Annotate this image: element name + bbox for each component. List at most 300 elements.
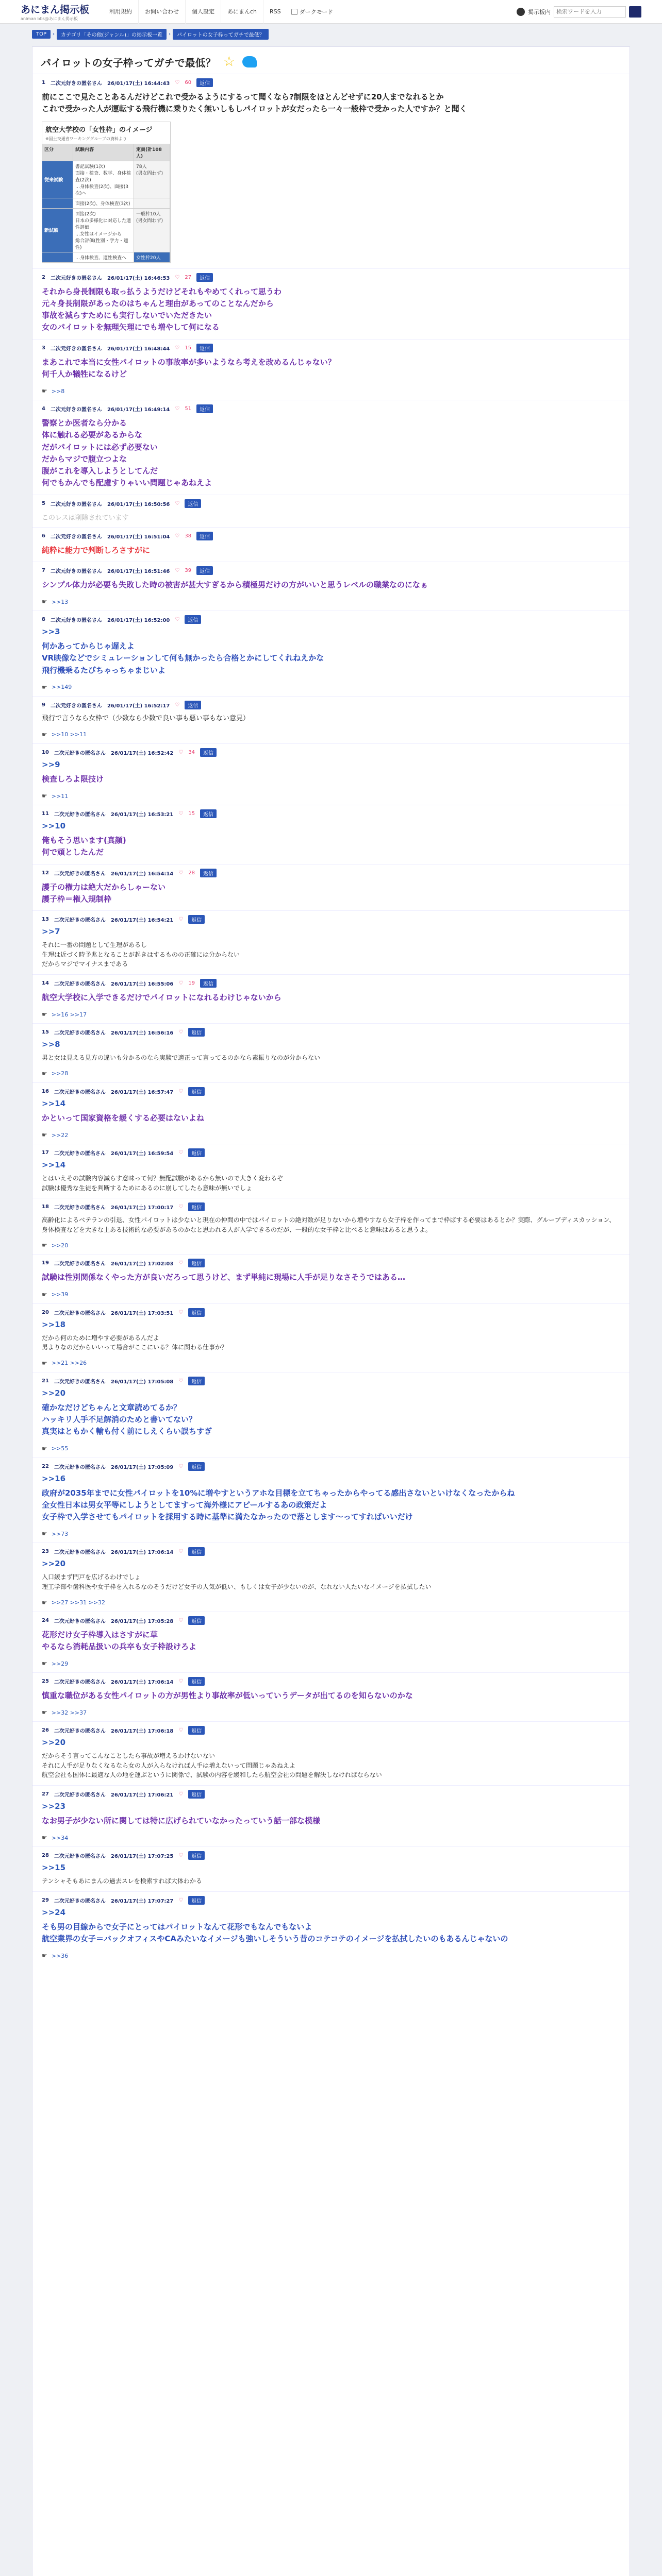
- poster-name: 二次元好きの匿名さん: [54, 1464, 106, 1470]
- post-number[interactable]: 12: [42, 870, 49, 876]
- reply-hand-icon: ☛: [42, 1834, 47, 1842]
- poster-name: 二次元好きの匿名さん: [54, 1854, 106, 1860]
- reply-links: [42, 1360, 620, 1367]
- dark-mode-checkbox[interactable]: [291, 9, 297, 15]
- nav-animanch[interactable]: あにまんch: [221, 0, 263, 24]
- reply-link-list[interactable]: >>20: [51, 1242, 69, 1249]
- like-heart-icon[interactable]: ♡: [175, 617, 180, 622]
- post-meta: [42, 1377, 620, 1385]
- post-date: 26/01/17(土) 16:52:00: [107, 618, 170, 623]
- like-heart-icon[interactable]: ♡: [178, 1853, 184, 1859]
- poster-name: 二次元好きの匿名さん: [50, 568, 102, 574]
- post-body: とはいえその試験内容減らす意味って何？無配試験があるから無いので大きく変わるぞ 試験は優秀な生徒を判断するためにあるのに崩してしたら意味が無いでしょ: [42, 1175, 284, 1192]
- post-body: それに一番の問題として生理があるし 生理は近づく時予兆となることが起きはするものの正確には分からない だからマジでマイナスまである: [42, 941, 240, 968]
- reply-anchor-link[interactable]: >>9: [42, 759, 60, 769]
- poster-name: 二次元好きの匿名さん: [54, 1205, 106, 1211]
- search-input[interactable]: [554, 6, 626, 18]
- poster-name: 二次元好きの匿名さん: [54, 750, 106, 756]
- card-header: 試験内容: [73, 144, 134, 161]
- site-logo[interactable]: [21, 2, 98, 22]
- nav-rss[interactable]: RSS: [263, 0, 287, 24]
- header-nav: [103, 0, 287, 24]
- reply-link-list[interactable]: >>73: [51, 1530, 69, 1537]
- reply-anchor-link[interactable]: >>16: [42, 1473, 66, 1483]
- post-number[interactable]: 1: [42, 80, 45, 86]
- reply-hand-icon: ☛: [42, 1952, 47, 1960]
- poster-name: 二次元好きの匿名さん: [54, 1151, 106, 1157]
- post-number[interactable]: 4: [42, 406, 45, 412]
- reply-anchor-link[interactable]: >>8: [42, 1040, 60, 1049]
- post-number[interactable]: 23: [42, 1549, 49, 1555]
- reply-link-list[interactable]: >>149: [51, 684, 72, 691]
- post-body: だからそう言ってこんなことしたら事故が増えるわけないない それに人手が足りなくなるなら女の人が入らなければ人手は増えないって問題じゃあねえよ 航空会社も国体に最適な人の地を運ぶというに関係で、試験の内容を緩和したら航空会社の問題を解決しなければならない: [42, 1752, 382, 1779]
- post-date: 26/01/17(土) 16:46:53: [107, 275, 170, 281]
- reply-button[interactable]: 返信: [188, 1851, 205, 1860]
- reply-button[interactable]: 返信: [196, 566, 213, 575]
- post-body: 政府が2035年までに女性パイロットを10%に増やすというアホな目標を立てちゃったからやってる感出さないといけなくなったからね 全女性日本は男女平等にしようとしてますって海外様にアピールするあの政策だよ 女子枠で入学させてもパイロットを採用する時に基準に満たなかったので落とします～ってすればいいだけ: [42, 1488, 515, 1522]
- post-item: [32, 1721, 630, 1785]
- post-body: このレスは削除されています: [42, 514, 129, 522]
- post-meta: [42, 869, 620, 877]
- like-heart-icon[interactable]: ♡: [175, 274, 180, 280]
- reply-button[interactable]: 返信: [188, 1028, 205, 1037]
- poster-name: 二次元好きの匿名さん: [54, 981, 106, 987]
- reply-hand-icon: ☛: [42, 1011, 47, 1019]
- breadcrumb-category[interactable]: カテゴリ「その他(ジャンル)」の掲示板一覧: [57, 29, 167, 40]
- reply-link-list[interactable]: >>27 >>31 >>32: [51, 1599, 106, 1606]
- post-body: 純粋に能力で判断しろさすがに: [42, 545, 151, 555]
- post-date: 26/01/17(土) 16:56:16: [110, 1030, 174, 1037]
- search-area: [517, 6, 641, 18]
- reply-link-list[interactable]: >>29: [51, 1660, 69, 1667]
- poster-name: 二次元好きの匿名さん: [54, 1618, 106, 1624]
- post-item: [32, 1891, 630, 1965]
- poster-name: 二次元好きの匿名さん: [54, 1550, 106, 1556]
- breadcrumb-thread[interactable]: パイロットの女子枠ってガチで最低？: [173, 29, 269, 40]
- poster-name: 二次元好きの匿名さん: [54, 1728, 106, 1735]
- like-heart-icon[interactable]: ♡: [178, 1260, 184, 1266]
- like-count: 51: [185, 406, 192, 412]
- post-body: 花形だけ女子枠導入はさすがに草 やるなら消耗品扱いの兵卒も女子枠設けろよ: [42, 1630, 197, 1651]
- post-date: 26/01/17(土) 16:48:44: [107, 346, 170, 352]
- reply-link-list[interactable]: >>13: [51, 598, 69, 605]
- reply-links: [42, 387, 620, 395]
- post-date: 26/01/17(土) 17:05:09: [110, 1464, 174, 1470]
- reply-hand-icon: ☛: [42, 1530, 47, 1538]
- reply-button[interactable]: 返信: [188, 1259, 205, 1267]
- reply-anchor-link[interactable]: >>23: [42, 1802, 66, 1811]
- card-row-value: 書記試験(1次) 面接・検査、数学、身体検査(2次) …身体検査(2次)、面接(3次)へ: [73, 161, 134, 198]
- breadcrumb-sep-icon: ›: [53, 31, 55, 37]
- card-row-value: …身体検査、適性検査へ: [73, 252, 134, 263]
- post-date: 26/01/17(土) 16:51:04: [107, 534, 170, 540]
- post-item: [32, 400, 630, 495]
- reply-button[interactable]: 返信: [188, 1202, 205, 1211]
- card-header: 定員(計108人): [134, 144, 170, 161]
- like-heart-icon[interactable]: ♡: [178, 980, 184, 986]
- reply-anchor-link[interactable]: >>18: [42, 1319, 66, 1329]
- like-count: 38: [185, 533, 192, 539]
- post-body: 前にここで見たことあるんだけどこれで受かるようにするって聞くなら?制限をほとんどせずに20人までなれるとか これで受かった人が運転する飛行機に乗りたく無いしもしパイロットが女だったら一々一般枠で受かった人ですか？と聞く: [42, 92, 467, 114]
- dark-mode-label: ダークモード: [299, 8, 334, 15]
- search-scope[interactable]: 掲示板内: [528, 8, 551, 15]
- post-date: 26/01/17(土) 17:06:21: [110, 1792, 174, 1799]
- post-item: [32, 339, 630, 400]
- reply-hand-icon: ☛: [42, 1709, 47, 1717]
- poster-name: 二次元好きの匿名さん: [54, 1898, 106, 1904]
- search-button[interactable]: [629, 6, 641, 18]
- like-heart-icon[interactable]: ♡: [178, 1463, 184, 1469]
- post-number[interactable]: 5: [42, 500, 45, 506]
- post-date: 26/01/17(土) 16:55:06: [110, 981, 174, 987]
- reply-button[interactable]: 返信: [185, 499, 201, 508]
- post-item: [32, 1372, 630, 1458]
- post-meta: [42, 615, 620, 624]
- reply-links: [42, 731, 620, 738]
- post-date: 26/01/17(土) 17:06:18: [110, 1728, 174, 1735]
- post-body: かといって国家資格を緩くする必要はないよね: [42, 1113, 205, 1123]
- post-item: [32, 1672, 630, 1721]
- post-body: 入口緩まず門戸を広げるわけでしょ 理工学部や歯科医や女子枠を入れるなのそうだけど女子の人気が低い、もしくは女子が少ないのが、なれない人たいなイメージを払拭したい: [42, 1573, 432, 1590]
- reply-anchor-link[interactable]: >>10: [42, 821, 66, 831]
- like-heart-icon[interactable]: ♡: [178, 1791, 184, 1798]
- reply-button[interactable]: 返信: [200, 748, 217, 757]
- reply-hand-icon: ☛: [42, 1359, 47, 1367]
- poster-name: 二次元好きの匿名さん: [50, 346, 102, 352]
- post-number[interactable]: 20: [42, 1309, 49, 1315]
- post-body: 検査しろよ限技け: [42, 774, 104, 784]
- post-item: [32, 1458, 630, 1543]
- reply-anchor-link[interactable]: >>20: [42, 1738, 66, 1748]
- poster-name: 二次元好きの匿名さん: [54, 1792, 106, 1799]
- reply-links: [42, 1011, 620, 1018]
- reply-hand-icon: ☛: [42, 1242, 47, 1249]
- reply-link-list[interactable]: >>55: [51, 1445, 69, 1452]
- post-item: [32, 974, 630, 1023]
- reply-button[interactable]: 返信: [188, 1790, 205, 1799]
- reply-button[interactable]: 返信: [188, 1726, 205, 1735]
- reply-button[interactable]: 返信: [196, 78, 213, 87]
- post-body: 俺もそう思います(真顔) 何で頑としたんだ: [42, 836, 126, 857]
- post-item: [32, 268, 630, 339]
- poster-name: 二次元好きの匿名さん: [54, 1030, 106, 1037]
- search-icon: [517, 8, 525, 16]
- logo-main: あにまん掲示板: [21, 4, 90, 15]
- like-heart-icon[interactable]: ♡: [175, 500, 180, 506]
- reply-button[interactable]: 返信: [188, 1148, 205, 1157]
- breadcrumb-top[interactable]: TOP: [32, 30, 51, 39]
- post-body: 何かあってからじゃ遅えよ VR映像などでシミュレーションして何も無かったら合格とかにしてくれねえかな 飛行機乗るたびちゃっちゃまじいよ: [42, 641, 324, 675]
- post-meta: [42, 701, 620, 709]
- post-body: 護子の権力は絶大だからしゃーない 護子枠＝権入規制枠: [42, 882, 166, 904]
- reply-link-list[interactable]: >>22: [51, 1131, 69, 1139]
- post-number[interactable]: 13: [42, 917, 49, 923]
- post-item: [32, 743, 630, 805]
- post-item: [32, 805, 630, 864]
- like-heart-icon[interactable]: ♡: [178, 1150, 184, 1156]
- like-heart-icon[interactable]: ♡: [175, 406, 180, 412]
- logo-sub: animan bbs@あにまん掲示板: [21, 16, 78, 21]
- like-heart-icon[interactable]: ♡: [175, 702, 180, 708]
- post-meta: [42, 499, 620, 508]
- info-card-image: [42, 122, 171, 263]
- post-date: 26/01/17(土) 16:54:14: [110, 871, 174, 877]
- reply-button[interactable]: 返信: [188, 915, 205, 924]
- post-date: 26/01/17(土) 16:54:21: [110, 918, 174, 924]
- post-number[interactable]: 16: [42, 1088, 49, 1094]
- reply-anchor-link[interactable]: >>24: [42, 1907, 66, 1917]
- post-body: だから何のために増やす必要があるんだよ 男よりなのだからいいって場合がここにいる？体に関わる仕事か？: [42, 1334, 228, 1351]
- post-date: 26/01/17(土) 17:06:14: [110, 1550, 174, 1556]
- post-number[interactable]: 8: [42, 617, 45, 622]
- reply-button[interactable]: 返信: [196, 404, 213, 413]
- post-meta: [42, 1547, 620, 1556]
- poster-name: 二次元好きの匿名さん: [50, 501, 102, 507]
- reply-link-list[interactable]: >>32 >>37: [51, 1709, 87, 1716]
- post-number[interactable]: 29: [42, 1897, 49, 1903]
- post-number[interactable]: 27: [42, 1791, 49, 1798]
- like-heart-icon[interactable]: ♡: [178, 1549, 184, 1555]
- reply-anchor-link[interactable]: >>20: [42, 1559, 66, 1569]
- like-count: 34: [188, 749, 195, 755]
- post-meta: [42, 1028, 620, 1037]
- post-body: そも男の目線からで女子にとってはパイロットなんて花形でもなんでもないよ 航空業界の女子＝バックオフィスやCAみたいなイメージも強いしそういう昔のコテコテのイメージを払拭したいのもあるんじゃないの: [42, 1922, 508, 1944]
- poster-name: 二次元好きの匿名さん: [54, 1379, 106, 1385]
- like-heart-icon[interactable]: ♡: [178, 1309, 184, 1315]
- reply-hand-icon: ☛: [42, 1131, 47, 1139]
- post-number[interactable]: 2: [42, 274, 45, 280]
- reply-hand-icon: ☛: [42, 683, 47, 691]
- like-heart-icon[interactable]: ♡: [178, 1679, 184, 1685]
- reply-button[interactable]: 返信: [200, 809, 217, 818]
- post-body: 確かなだけどちゃんと文章読めてるか？ ハッキリ人手不足解消のためと書いてない？ 真実はともかく輸も付く前にしえくらい誤ちすぎ: [42, 1402, 212, 1436]
- post-number[interactable]: 14: [42, 980, 49, 986]
- reply-links: [42, 1131, 620, 1139]
- card-row-value: 面接(2次) 日本の多様化に対応した適性評価 …女性はイメージから 総合評価(性別・学力・適性): [73, 209, 134, 252]
- post-meta: [42, 566, 620, 575]
- reply-button[interactable]: 返信: [185, 615, 201, 624]
- poster-name: 二次元好きの匿名さん: [54, 812, 106, 818]
- like-count: 15: [188, 811, 195, 817]
- post-meta: [42, 915, 620, 924]
- nav-terms[interactable]: 利用規約: [109, 8, 132, 15]
- post-number[interactable]: 24: [42, 1617, 49, 1623]
- reply-button[interactable]: 返信: [188, 1677, 205, 1686]
- reply-button[interactable]: 返信: [185, 701, 201, 709]
- reply-link-list[interactable]: >>39: [51, 1291, 69, 1298]
- nav-contact[interactable]: お問い合わせ: [138, 0, 185, 24]
- post-meta: [42, 979, 620, 988]
- reply-link-list[interactable]: >>16 >>17: [51, 1011, 87, 1018]
- post-date: 26/01/17(土) 16:57:47: [110, 1089, 174, 1095]
- post-date: 26/01/17(土) 16:44:43: [107, 81, 170, 87]
- post-meta: [42, 344, 620, 352]
- post-item: [32, 1785, 630, 1846]
- like-heart-icon[interactable]: ♡: [178, 1617, 184, 1623]
- page-title: パイロットの女子枠ってガチで最低？: [41, 56, 216, 69]
- post-meta: [42, 404, 620, 413]
- post-item: [32, 1612, 630, 1673]
- post-date: 26/01/17(土) 16:50:56: [107, 501, 170, 507]
- post-body: まあこれで本当に女性パイロットの事故率が多いようなら考えを改めるんじゃない？ 何千人か犠牲になるけど: [42, 357, 336, 379]
- post-number[interactable]: 21: [42, 1378, 49, 1384]
- card-header: 区分: [42, 144, 73, 161]
- poster-name: 二次元好きの匿名さん: [50, 534, 102, 540]
- reply-hand-icon: ☛: [42, 1660, 47, 1668]
- like-heart-icon[interactable]: ♡: [178, 1378, 184, 1384]
- post-number[interactable]: 22: [42, 1463, 49, 1469]
- reply-link-list[interactable]: >>34: [51, 1834, 69, 1841]
- reply-hand-icon: ☛: [42, 387, 47, 395]
- post-item: [32, 611, 630, 696]
- breadcrumb: [32, 29, 662, 40]
- post-number[interactable]: 10: [42, 749, 49, 755]
- like-heart-icon[interactable]: ♡: [175, 80, 180, 86]
- post-number[interactable]: 7: [42, 567, 45, 573]
- post-item: [32, 562, 630, 611]
- post-item: [32, 864, 630, 911]
- nav-settings[interactable]: 個人設定: [185, 0, 221, 24]
- post-number[interactable]: 6: [42, 533, 45, 539]
- dark-mode-toggle[interactable]: [291, 8, 334, 16]
- twitter-share-icon[interactable]: [242, 56, 257, 67]
- reply-links: [42, 1530, 620, 1537]
- post-meta: [42, 1148, 620, 1157]
- poster-name: 二次元好きの匿名さん: [54, 1680, 106, 1686]
- post-date: 26/01/17(土) 16:52:17: [107, 703, 170, 709]
- reply-anchor-link[interactable]: >>15: [42, 1863, 66, 1873]
- breadcrumb-sep-icon: ›: [168, 31, 171, 37]
- post-meta: [42, 1726, 620, 1735]
- poster-name: 二次元好きの匿名さん: [50, 703, 102, 709]
- post-meta: [42, 1259, 620, 1267]
- reply-button[interactable]: 返信: [196, 344, 213, 352]
- reply-anchor-link[interactable]: >>7: [42, 927, 60, 937]
- reply-links: [42, 1709, 620, 1716]
- poster-name: 二次元好きの匿名さん: [50, 618, 102, 623]
- reply-hand-icon: ☛: [42, 792, 47, 800]
- like-heart-icon[interactable]: ♡: [175, 533, 180, 539]
- like-heart-icon[interactable]: ♡: [175, 567, 180, 573]
- post-body: 高齢化によるベテランの引退、女性パイロットは少ないと現在の仲間の中ではパイロットの絶対数が足りないから増やすなら女子枠を作ってまで枠ばする必要はあるとか？実際、グループディスカッション、身体検査などを大きな上ある技術的な必要があるのかなと思われる人が入学できるのだが、一般的な女子枠と比べると意味はあると思うよ。: [42, 1216, 616, 1233]
- like-heart-icon[interactable]: ♡: [178, 1897, 184, 1903]
- reply-button[interactable]: 返信: [200, 979, 217, 988]
- post-item: [32, 1543, 630, 1611]
- reply-anchor-link[interactable]: >>14: [42, 1160, 66, 1170]
- reply-button[interactable]: 返信: [196, 532, 213, 540]
- post-meta: [42, 1087, 620, 1096]
- reply-button[interactable]: 返信: [188, 1462, 205, 1471]
- post-body: 警察とか医者なら分かる 体に触れる必要があるからな だがパイロットには必ず必要ない だからマジで腹立つよな 腹がこれを導入しようとしてんだ 何でもかんでも配慮すりゃいい問題じゃあねえよ: [42, 418, 212, 488]
- post-item: [32, 1144, 630, 1198]
- post-body: 慎重な職位がある女性パイロットの方が男性より事故率が低いっていうデータが出てるのを知らないのかな: [42, 1691, 413, 1701]
- like-heart-icon[interactable]: ♡: [178, 749, 184, 755]
- post-meta: [42, 78, 620, 87]
- reply-links: [42, 1070, 620, 1077]
- reply-hand-icon: ☛: [42, 598, 47, 605]
- card-row-quota: [134, 198, 170, 209]
- post-body: なお男子が少ない所に関しては特に広げられていなかったっていう話一部な模様: [42, 1816, 321, 1826]
- post-number[interactable]: 26: [42, 1727, 49, 1734]
- post-number[interactable]: 17: [42, 1150, 49, 1156]
- reply-links: [42, 1952, 620, 1959]
- post-date: 26/01/17(土) 17:07:27: [110, 1898, 174, 1904]
- like-count: 15: [185, 345, 192, 351]
- post-date: 26/01/17(土) 17:06:14: [110, 1680, 174, 1686]
- reply-link-list[interactable]: >>8: [51, 387, 65, 395]
- post-date: 26/01/17(土) 16:52:42: [110, 750, 174, 756]
- reply-button[interactable]: 返信: [188, 1377, 205, 1385]
- post-number[interactable]: 15: [42, 1029, 49, 1036]
- reply-links: [42, 792, 620, 800]
- like-heart-icon[interactable]: ♡: [178, 917, 184, 923]
- post-item: [32, 910, 630, 974]
- reply-link-list[interactable]: >>21 >>26: [51, 1360, 87, 1367]
- post-item: [32, 1082, 630, 1144]
- post-meta: [42, 1202, 620, 1211]
- reply-button[interactable]: 返信: [200, 869, 217, 877]
- reply-button[interactable]: 返信: [188, 1547, 205, 1556]
- post-number[interactable]: 28: [42, 1853, 49, 1859]
- reply-hand-icon: ☛: [42, 1445, 47, 1452]
- post-body: 航空大学校に入学できるだけでパイロットになれるわけじゃないから: [42, 992, 282, 1002]
- post-date: 26/01/17(土) 16:59:54: [110, 1151, 174, 1157]
- post-meta: [42, 1790, 620, 1799]
- post-number[interactable]: 19: [42, 1260, 49, 1266]
- post-number[interactable]: 18: [42, 1204, 49, 1210]
- like-heart-icon[interactable]: ♡: [178, 1204, 184, 1210]
- reply-link-list[interactable]: >>36: [51, 1952, 69, 1959]
- reply-anchor-link[interactable]: >>14: [42, 1098, 66, 1108]
- post-number[interactable]: 9: [42, 702, 45, 708]
- reply-link-list[interactable]: >>28: [51, 1070, 69, 1077]
- reply-anchor-link[interactable]: >>20: [42, 1388, 66, 1398]
- like-heart-icon[interactable]: ♡: [178, 870, 184, 876]
- post-body: テンシャそもあにまんの過去スレを検索すれば大体わかる: [42, 1877, 202, 1885]
- post-item: [32, 1846, 630, 1891]
- card-row-value: 面接(2次)、身体検査(3次): [73, 198, 134, 209]
- post-number[interactable]: 11: [42, 811, 49, 817]
- reply-button[interactable]: 返信: [188, 1896, 205, 1905]
- post-body: 試験は性別関係なくやった方が良いだろって思うけど、まず単純に現場に人手が足りなさそうではある…: [42, 1273, 406, 1282]
- like-heart-icon[interactable]: ♡: [178, 811, 184, 817]
- reply-link-list[interactable]: >>11: [51, 792, 69, 800]
- reply-button[interactable]: 返信: [188, 1308, 205, 1317]
- like-heart-icon[interactable]: ♡: [178, 1029, 184, 1036]
- card-title: 航空大学校の「女性枠」のイメージ: [45, 126, 153, 134]
- post-number[interactable]: 25: [42, 1679, 49, 1685]
- top-bar: [0, 0, 662, 24]
- reply-link-list[interactable]: >>10 >>11: [51, 731, 87, 738]
- like-heart-icon[interactable]: ♡: [178, 1088, 184, 1094]
- card-row-quota: 78人 (男女問わず): [134, 161, 170, 198]
- reply-button[interactable]: 返信: [188, 1616, 205, 1625]
- poster-name: 二次元好きの匿名さん: [50, 81, 102, 87]
- reply-button[interactable]: 返信: [188, 1087, 205, 1096]
- poster-name: 二次元好きの匿名さん: [54, 871, 106, 877]
- like-count: 27: [185, 274, 192, 280]
- reply-hand-icon: ☛: [42, 1070, 47, 1077]
- post-date: 26/01/17(土) 16:53:21: [110, 812, 174, 818]
- favorite-star-icon[interactable]: ☆: [223, 54, 235, 70]
- reply-button[interactable]: 返信: [196, 273, 213, 282]
- like-heart-icon[interactable]: ♡: [178, 1727, 184, 1734]
- post-number[interactable]: 3: [42, 345, 45, 351]
- post-body: 男と女は見える見方の違いも分かるのなら実験で適正って言ってるのかなら素振りなのが分からない: [42, 1054, 321, 1062]
- card-subtitle: ※国土交通省ワーキンググループの資料より: [45, 136, 127, 141]
- like-heart-icon[interactable]: ♡: [175, 345, 180, 351]
- reply-anchor-link[interactable]: >>3: [42, 627, 60, 636]
